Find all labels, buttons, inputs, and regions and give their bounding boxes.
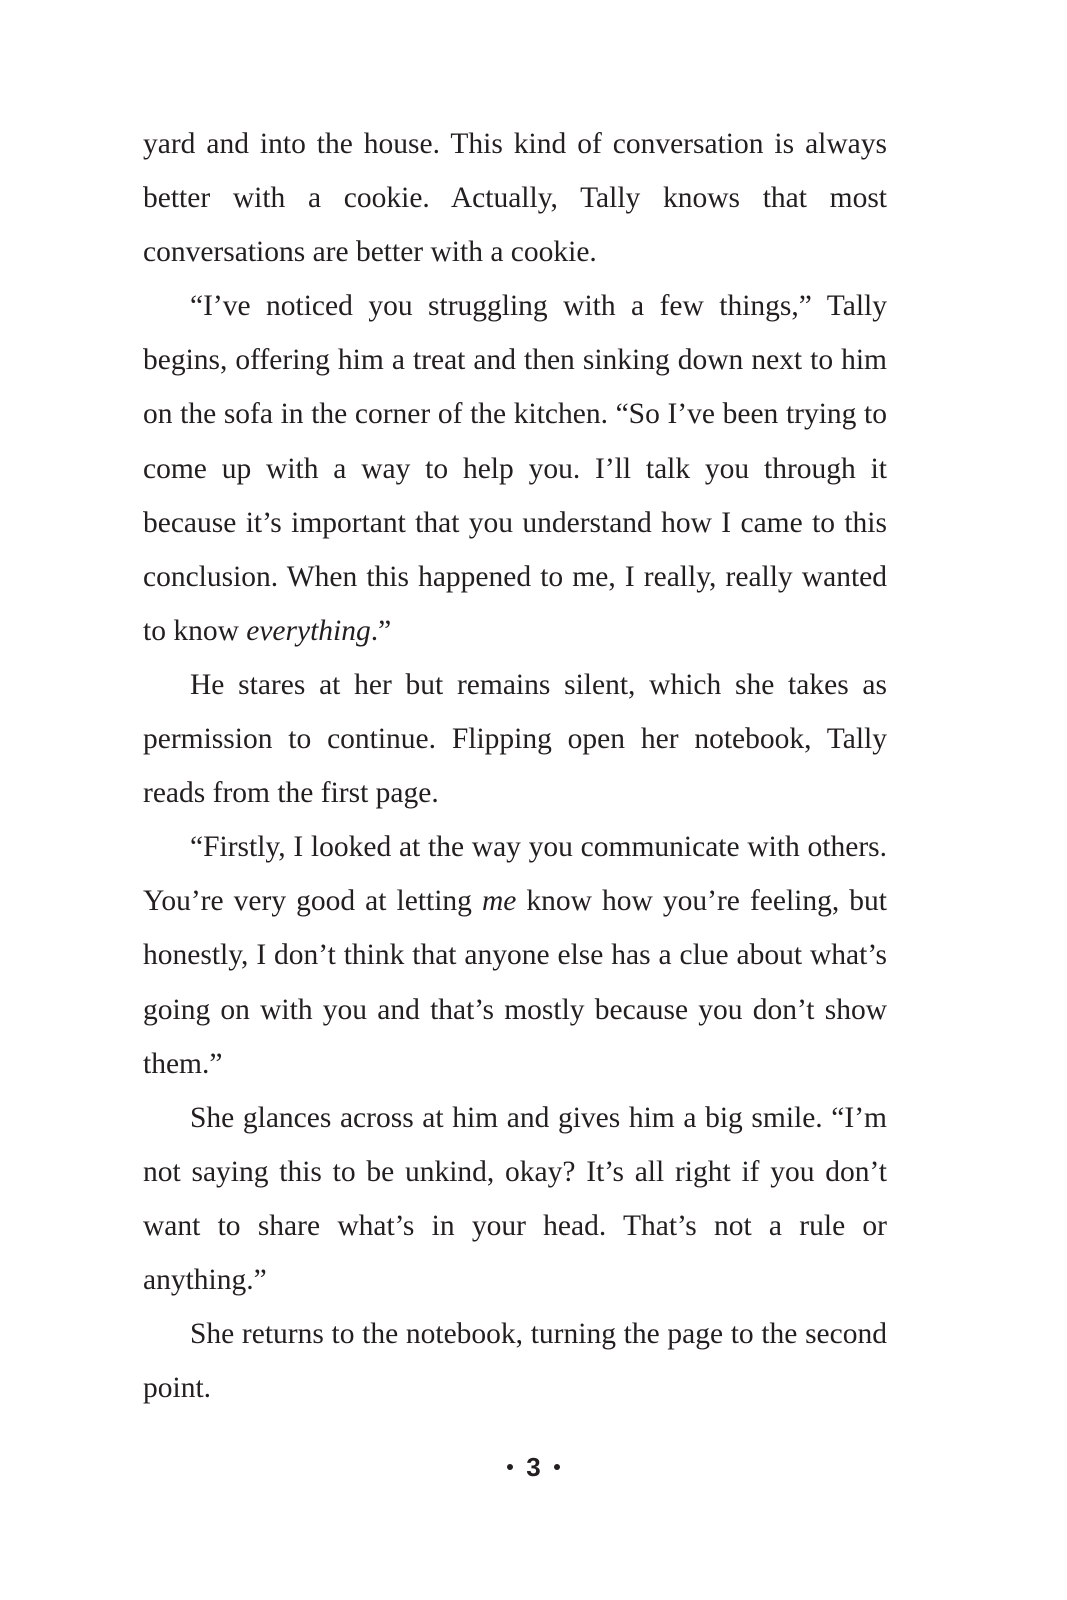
page-number: 3 — [526, 1452, 541, 1482]
paragraph-1-text: yard and into the house. This kind of conversation is always better with a cookie. Actually, Tally knows that most conversations are better with a cookie. — [143, 128, 887, 269]
paragraph-6-text: She returns to the notebook, turning the page to the second point. — [143, 1318, 887, 1405]
page-number-footer — [0, 1449, 1067, 1485]
paragraph-5-text: She glances across at him and gives him a big smile. “I’m not saying this to be unkind, okay? It’s all right if you don’t want to share what’s in your head. That’s not a rule or anything.” — [143, 1101, 887, 1296]
paragraph-4-continued-text: know how you’re feeling, but honestly, I don’t think that anyone else has a clue about what’s going on with you and that’s mostly because you don’t show them.” — [143, 885, 887, 1080]
bullet-left-icon — [507, 1464, 513, 1470]
paragraph-3-text: He stares at her but remains silent, which she takes as permission to continue. Flipping open her notebook, Tally reads from the first page. — [143, 668, 887, 810]
body-text — [143, 117, 887, 1415]
paragraph-5 — [143, 1091, 887, 1307]
paragraph-1 — [143, 117, 887, 279]
paragraph-2-closing-text: .” — [370, 614, 392, 647]
bullet-right-icon — [554, 1464, 560, 1470]
paragraph-2-text: “I’ve noticed you struggling with a few things,” Tally begins, offering him a treat and then sinking down next to him on the sofa in the corner of the kitchen. “So I’ve been trying to come up with a way to help you. I’ll talk you through it because it’s important that you understand how I came to this conclusion. When this happened to me, I really, really wanted to know — [143, 290, 887, 647]
paragraph-4-italic-text: me — [481, 885, 517, 918]
paragraph-6 — [143, 1307, 887, 1415]
paragraph-4 — [143, 820, 887, 1090]
paragraph-2-italic-text: everything — [246, 614, 371, 647]
paragraph-4-text: “Firstly, I looked at the way you communicate with others. You’re very good at letting — [143, 831, 887, 918]
paragraph-2 — [143, 279, 887, 658]
paragraph-3 — [143, 658, 887, 820]
